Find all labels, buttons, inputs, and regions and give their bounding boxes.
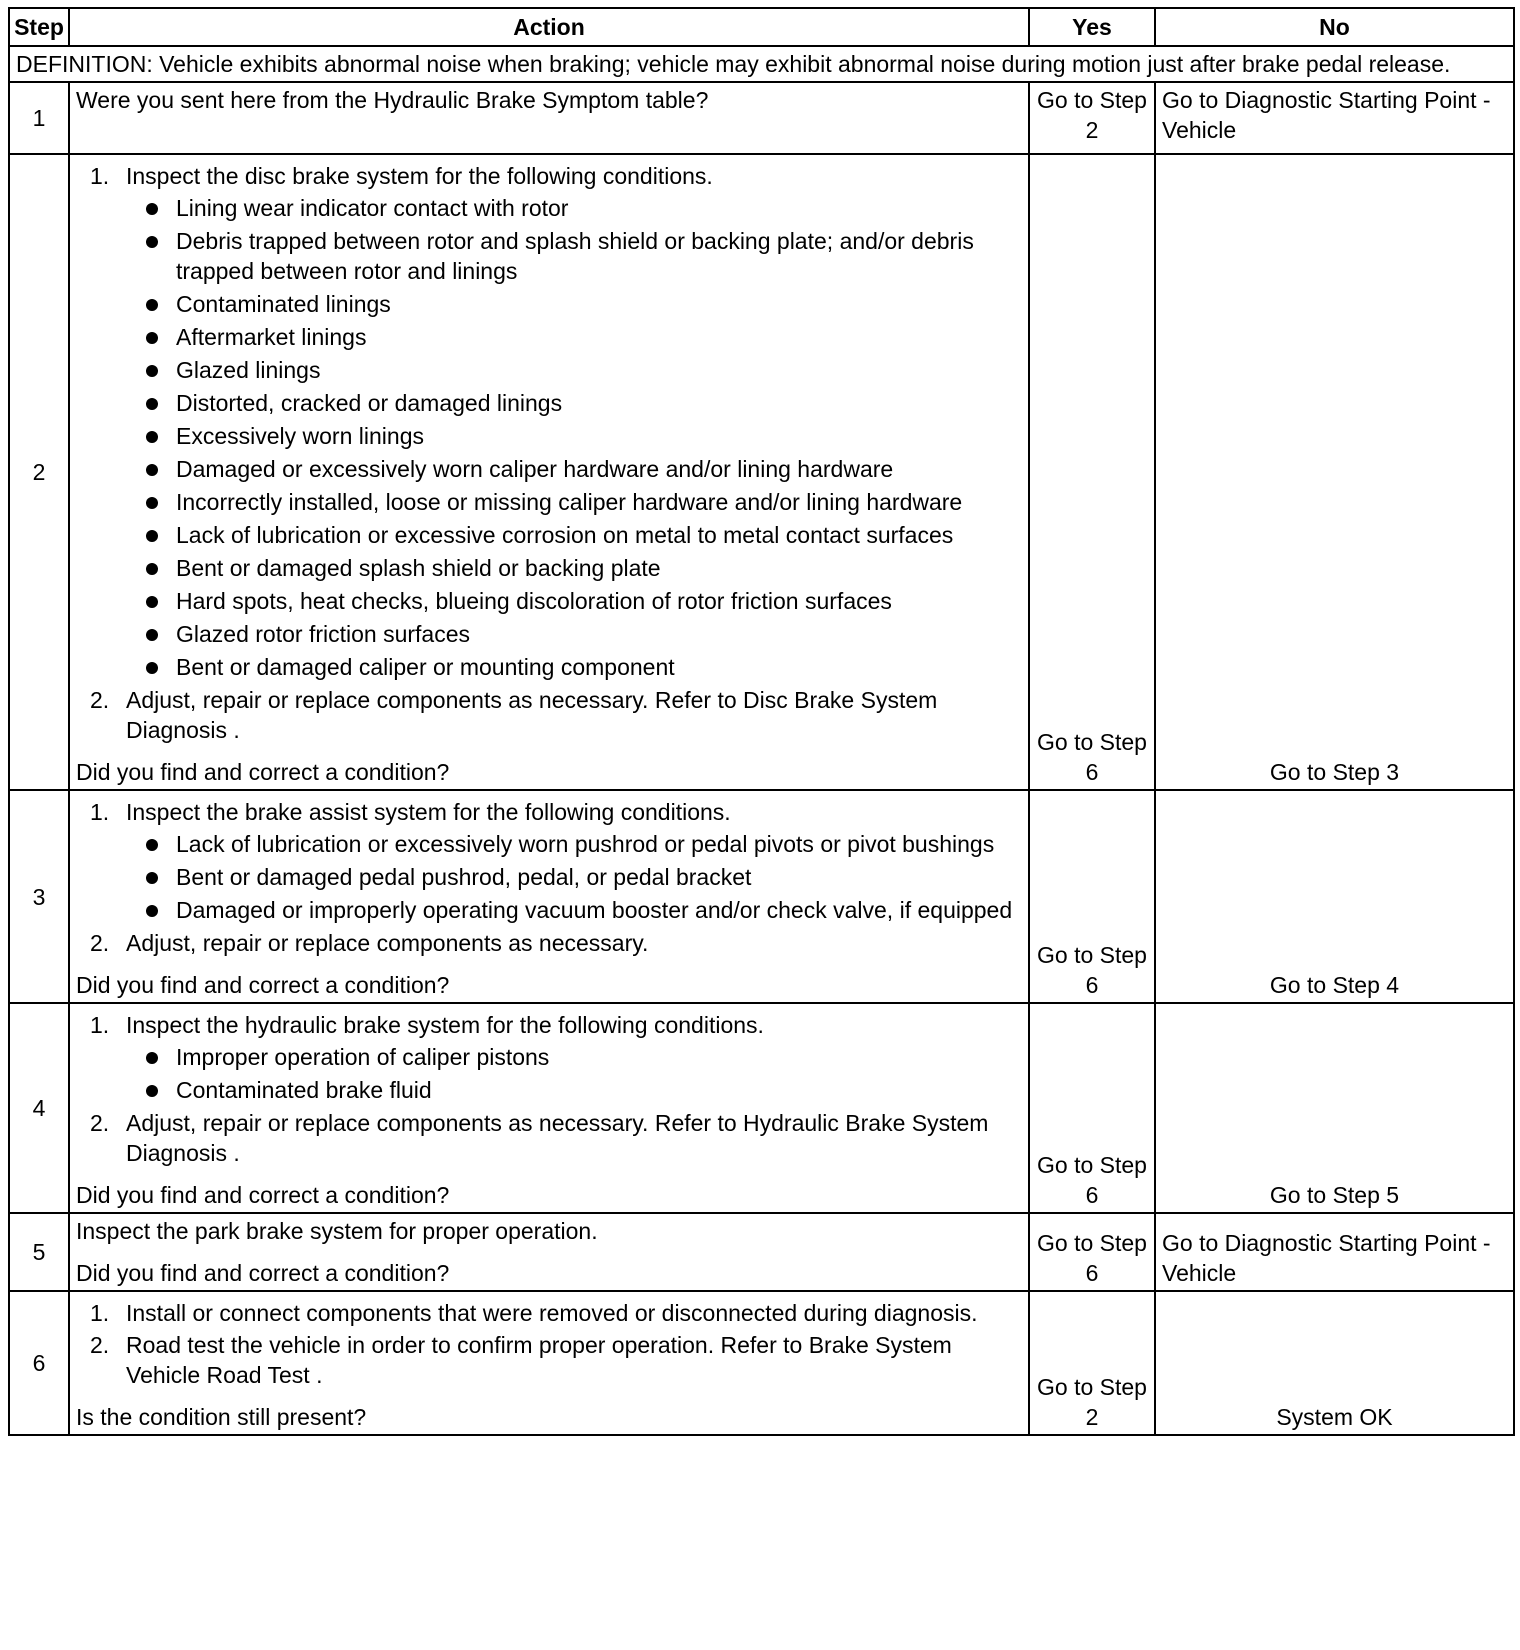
step-row-3 (9, 790, 1514, 1003)
step-number: 2 (9, 154, 69, 790)
item-text: Inspect the brake assist system for the following conditions. (126, 799, 731, 825)
instruction-item (76, 685, 1022, 745)
condition-item: Bent or damaged splash shield or backing plate (126, 553, 1022, 583)
condition-item: Lack of lubrication or excessively worn pushrod or pedal pivots or pivot bushings (126, 829, 1022, 859)
step-number: 1 (9, 82, 69, 154)
instruction-item (76, 161, 1022, 682)
question-text: Did you find and correct a condition? (76, 972, 450, 998)
item-number: 2. (90, 1110, 110, 1136)
instruction-item (76, 1298, 1022, 1328)
item-number: 2. (90, 930, 110, 956)
instruction-item (76, 797, 1022, 925)
action-cell (69, 1291, 1029, 1435)
condition-item: Contaminated linings (126, 289, 1022, 319)
condition-item: Lining wear indicator contact with rotor (126, 193, 1022, 223)
action-cell (69, 1213, 1029, 1291)
condition-item: Debris trapped between rotor and splash shield or backing plate; and/or debris trapped between rotor and linings (126, 226, 1022, 286)
no-cell: Go to Diagnostic Starting Point - Vehicle (1155, 82, 1514, 154)
condition-item: Glazed rotor friction surfaces (126, 619, 1022, 649)
condition-item: Contaminated brake fluid (126, 1075, 1022, 1105)
item-text: Install or connect components that were removed or disconnected during diagnosis. (126, 1300, 978, 1326)
step-row-2 (9, 154, 1514, 790)
condition-item: Hard spots, heat checks, blueing discoloration of rotor friction surfaces (126, 586, 1022, 616)
yes-cell: Go to Step 2 (1029, 82, 1155, 154)
condition-item: Damaged or improperly operating vacuum booster and/or check valve, if equipped (126, 895, 1022, 925)
yes-cell: Go to Step 2 (1029, 1291, 1155, 1435)
item-number: 1. (90, 799, 110, 825)
definition-row (9, 46, 1514, 82)
condition-item: Bent or damaged pedal pushrod, pedal, or pedal bracket (126, 862, 1022, 892)
instruction-list (76, 1298, 1022, 1390)
question-text: Is the condition still present? (76, 1404, 367, 1430)
item-number: 2. (90, 1332, 110, 1358)
condition-item: Distorted, cracked or damaged linings (126, 388, 1022, 418)
item-text: Road test the vehicle in order to confirm proper operation. Refer to Brake System Vehicle Road Test . (126, 1332, 952, 1388)
no-cell: Go to Step 3 (1155, 154, 1514, 790)
action-text: Inspect the park brake system for proper operation. (76, 1218, 598, 1244)
yes-cell: Go to Step 6 (1029, 1213, 1155, 1291)
instruction-item (76, 1330, 1022, 1390)
instruction-list (76, 797, 1022, 958)
item-number: 2. (90, 687, 110, 713)
instruction-list (76, 161, 1022, 745)
no-cell: System OK (1155, 1291, 1514, 1435)
step-row-1 (9, 82, 1514, 154)
condition-item: Damaged or excessively worn caliper hardware and/or lining hardware (126, 454, 1022, 484)
condition-item: Improper operation of caliper pistons (126, 1042, 1022, 1072)
step-number: 4 (9, 1003, 69, 1213)
instruction-item (76, 928, 1022, 958)
condition-item: Glazed linings (126, 355, 1022, 385)
item-text: Adjust, repair or replace components as necessary. (126, 930, 649, 956)
item-text: Adjust, repair or replace components as necessary. Refer to Hydraulic Brake System Diagnosis . (126, 1110, 989, 1166)
step-row-5 (9, 1213, 1514, 1291)
action-cell (69, 790, 1029, 1003)
condition-item: Bent or damaged caliper or mounting component (126, 652, 1022, 682)
no-cell: Go to Step 4 (1155, 790, 1514, 1003)
action-cell (69, 154, 1029, 790)
condition-item: Aftermarket linings (126, 322, 1022, 352)
yes-cell: Go to Step 6 (1029, 154, 1155, 790)
condition-list (126, 1042, 1022, 1105)
condition-item: Excessively worn linings (126, 421, 1022, 451)
action-cell (69, 82, 1029, 154)
header-yes: Yes (1029, 8, 1155, 46)
diagnostic-table (8, 7, 1515, 1436)
action-cell (69, 1003, 1029, 1213)
condition-list (126, 829, 1022, 925)
item-text: Inspect the hydraulic brake system for the following conditions. (126, 1012, 764, 1038)
step-row-4 (9, 1003, 1514, 1213)
instruction-list (76, 1010, 1022, 1168)
action-text: Were you sent here from the Hydraulic Brake Symptom table? (76, 87, 709, 113)
item-text: Adjust, repair or replace components as necessary. Refer to Disc Brake System Diagnosis . (126, 687, 938, 743)
item-number: 1. (90, 163, 110, 189)
question-text: Did you find and correct a condition? (76, 1182, 450, 1208)
yes-cell: Go to Step 6 (1029, 790, 1155, 1003)
condition-item: Lack of lubrication or excessive corrosion on metal to metal contact surfaces (126, 520, 1022, 550)
item-text: Inspect the disc brake system for the following conditions. (126, 163, 713, 189)
step-number: 6 (9, 1291, 69, 1435)
header-row (9, 8, 1514, 46)
no-cell: Go to Step 5 (1155, 1003, 1514, 1213)
yes-cell: Go to Step 6 (1029, 1003, 1155, 1213)
instruction-item (76, 1108, 1022, 1168)
question-text: Did you find and correct a condition? (76, 1260, 450, 1286)
header-no: No (1155, 8, 1514, 46)
item-number: 1. (90, 1300, 110, 1326)
step-row-6 (9, 1291, 1514, 1435)
instruction-item (76, 1010, 1022, 1105)
header-step: Step (9, 8, 69, 46)
no-cell: Go to Diagnostic Starting Point - Vehicle (1155, 1213, 1514, 1291)
condition-item: Incorrectly installed, loose or missing caliper hardware and/or lining hardware (126, 487, 1022, 517)
condition-list (126, 193, 1022, 682)
question-text: Did you find and correct a condition? (76, 759, 450, 785)
item-number: 1. (90, 1012, 110, 1038)
step-number: 3 (9, 790, 69, 1003)
definition-text: DEFINITION: Vehicle exhibits abnormal noise when braking; vehicle may exhibit abnormal noise during motion just after brake pedal release. (9, 46, 1514, 82)
step-number: 5 (9, 1213, 69, 1291)
header-action: Action (69, 8, 1029, 46)
